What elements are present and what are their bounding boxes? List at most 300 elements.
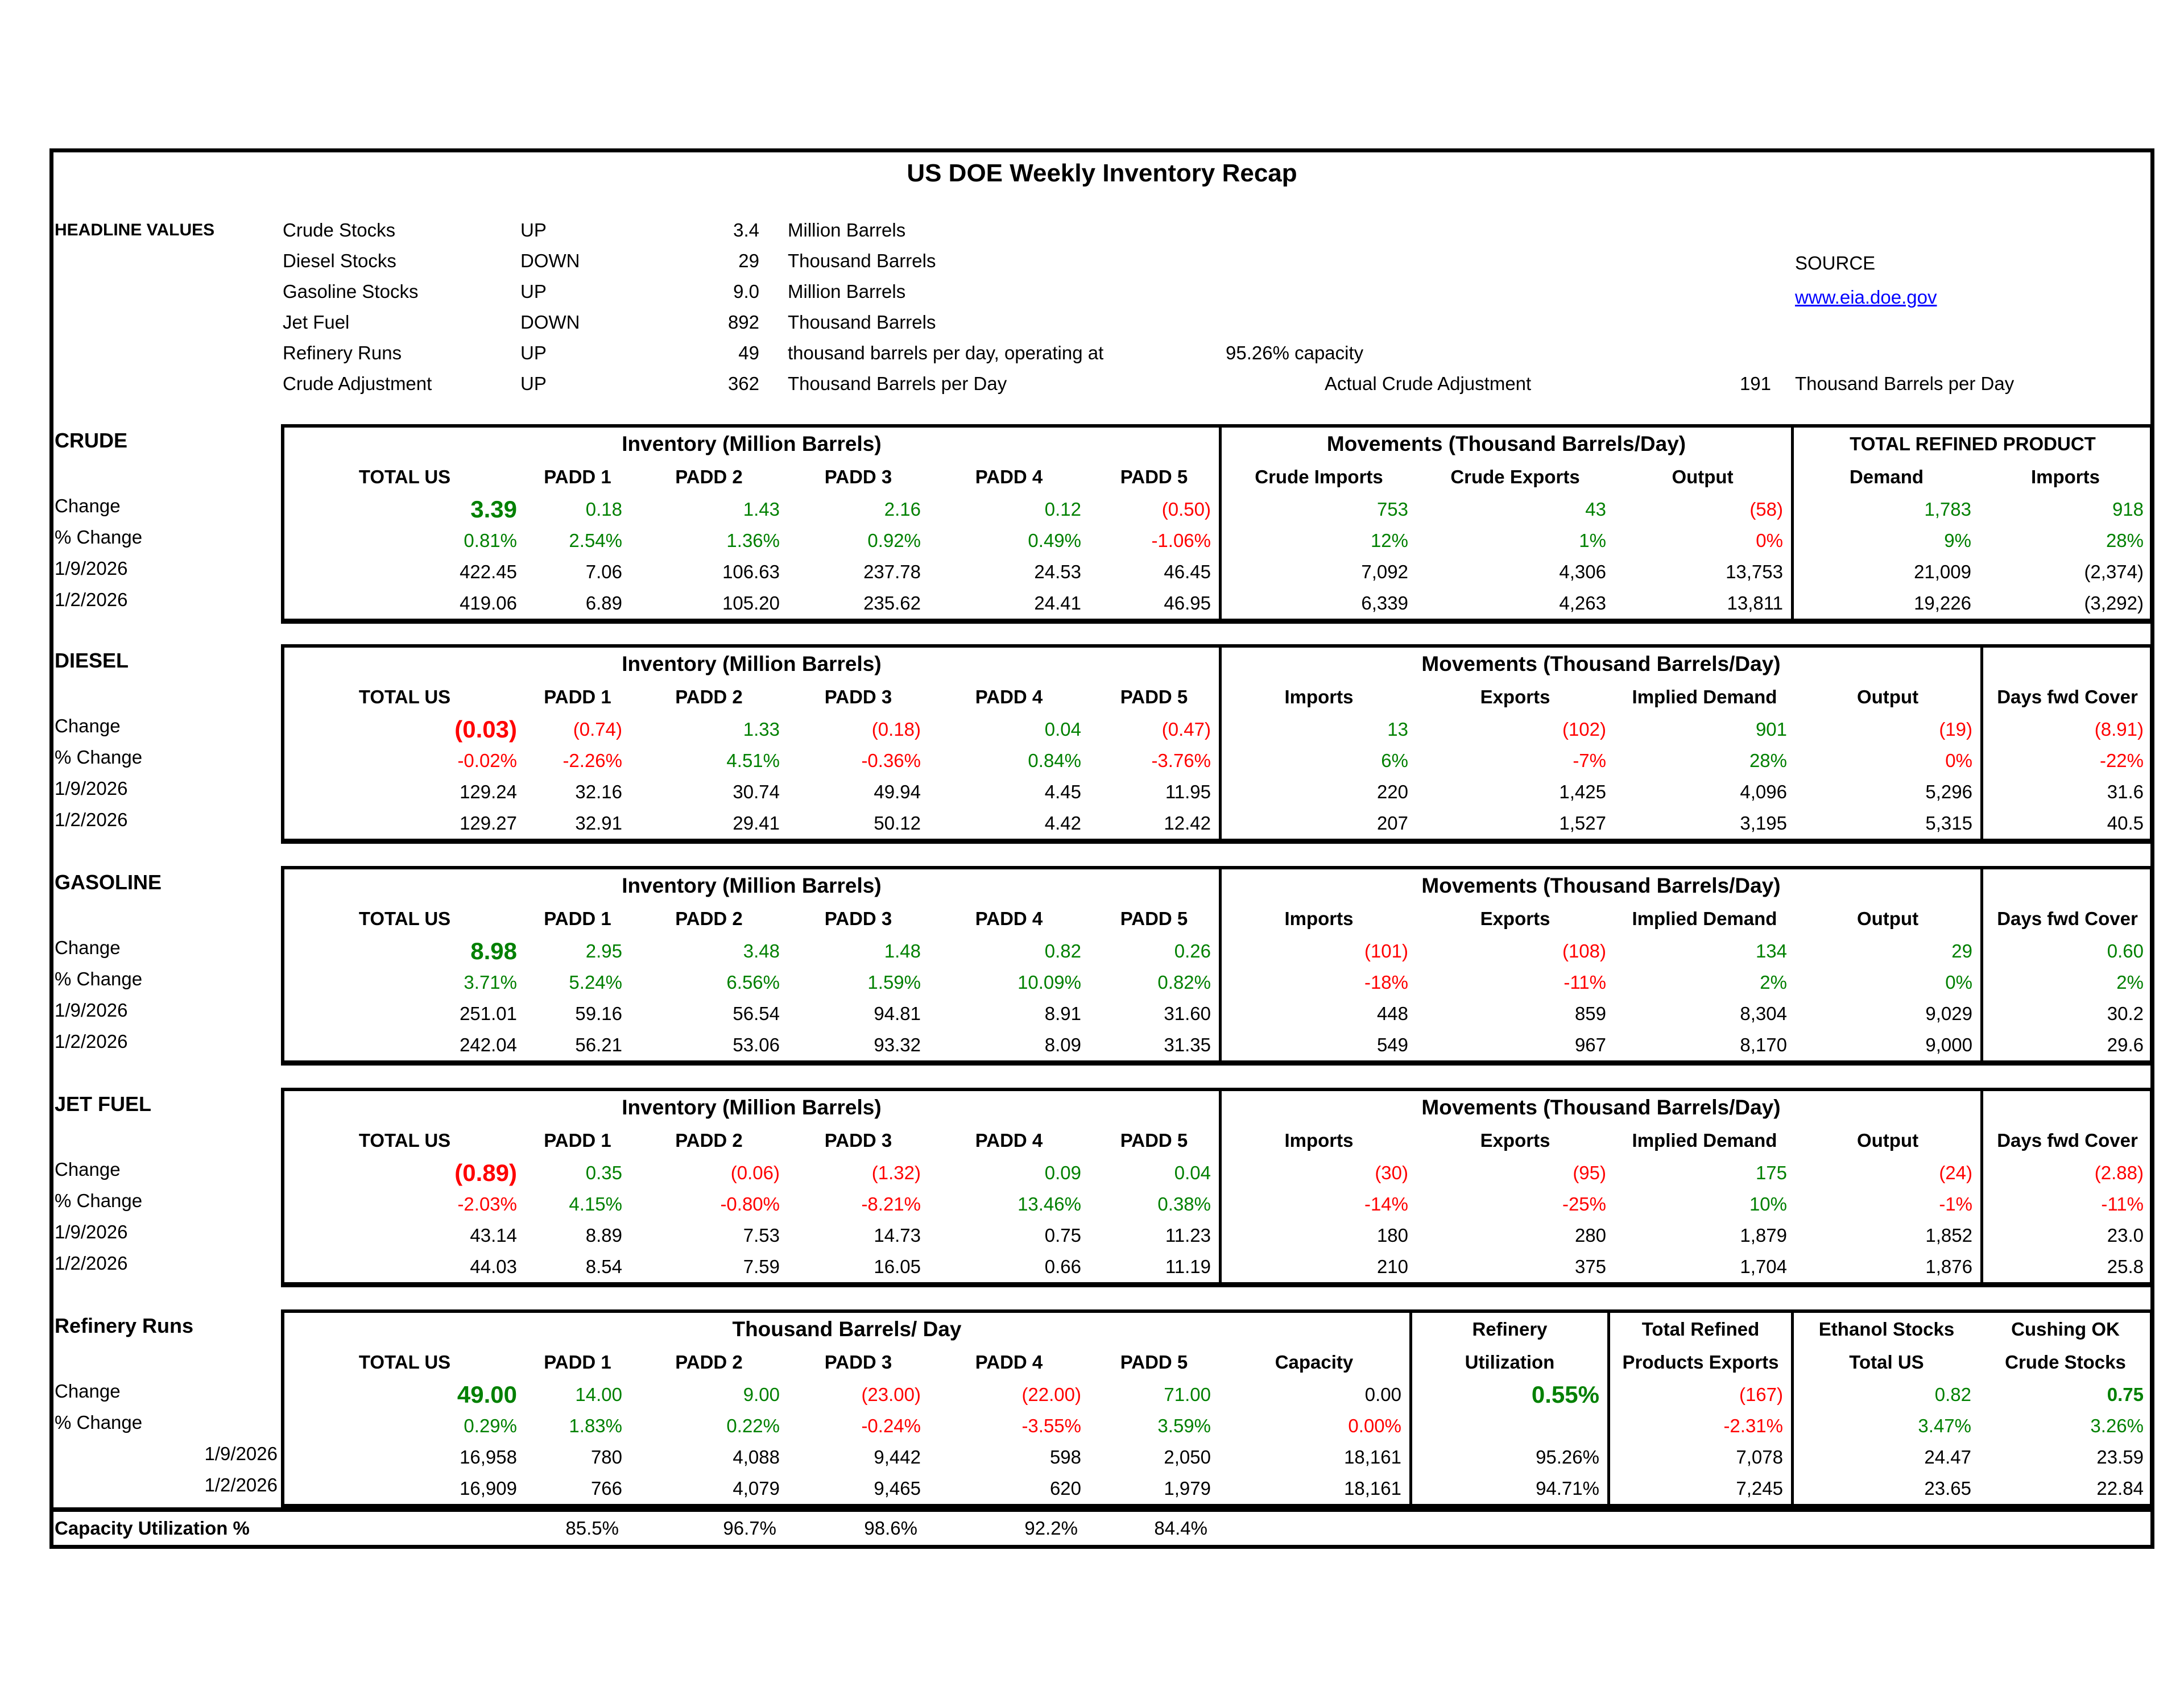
page-title: US DOE Weekly Inventory Recap xyxy=(907,159,1297,187)
value-cell: 106.63 xyxy=(722,561,780,582)
value-cell: -7% xyxy=(1573,750,1606,771)
value-cell: 4,079 xyxy=(733,1478,780,1499)
capacity-value-cell: 92.2% xyxy=(1024,1518,1078,1539)
column-header: TOTAL US xyxy=(358,908,451,929)
column-header: Imports xyxy=(1219,902,1416,935)
group-header: Ethanol Stocks xyxy=(1791,1313,1979,1346)
column-header: PADD 1 xyxy=(544,466,611,487)
value-cell: 13.46% xyxy=(1017,1193,1081,1215)
value-cell: 2% xyxy=(1980,967,2152,998)
value-cell: 29.41 xyxy=(733,813,780,834)
value-cell: 1,879 xyxy=(1740,1225,1787,1246)
value-cell: 0.22% xyxy=(726,1415,780,1436)
group-header xyxy=(1980,648,2152,681)
column-header: PADD 5 xyxy=(1120,908,1188,929)
value-cell: 0.35 xyxy=(585,1162,622,1183)
capacity-value-cell: 98.6% xyxy=(864,1518,917,1539)
value-cell: 4.45 xyxy=(1044,781,1081,802)
section-table xyxy=(281,1309,2153,1509)
value-cell: 1,783 xyxy=(1791,494,1979,525)
value-cell: 280 xyxy=(1574,1225,1606,1246)
value-cell: 0.75 xyxy=(2107,1384,2144,1405)
value-cell: 1.43 xyxy=(743,499,780,520)
headline-values-label: HEADLINE VALUES xyxy=(55,221,215,239)
row-label: Change xyxy=(55,937,121,958)
value-cell: 6.89 xyxy=(585,592,622,614)
value-cell: 8.98 xyxy=(470,938,517,964)
value-cell: 1.83% xyxy=(569,1415,622,1436)
value-cell: 50.12 xyxy=(874,813,921,834)
value-cell: (8.91) xyxy=(1980,714,2152,745)
value-cell: 14.00 xyxy=(575,1384,622,1405)
headline-unit: Thousand Barrels per Day xyxy=(788,373,1007,394)
value-cell: 4.15% xyxy=(569,1193,622,1215)
row-label: 1/9/2026 xyxy=(55,778,128,799)
column-header: Crude Imports xyxy=(1219,461,1416,494)
value-cell: 31.35 xyxy=(1164,1034,1211,1055)
value-cell: 8,304 xyxy=(1740,1003,1787,1024)
value-cell: 46.45 xyxy=(1164,561,1211,582)
column-header: Output xyxy=(1856,686,1919,707)
value-cell: -0.80% xyxy=(720,1193,780,1215)
headline-value: 892 xyxy=(727,312,759,333)
value-cell: 11.23 xyxy=(1165,1225,1211,1246)
row-label: Change xyxy=(55,715,121,736)
column-header: Exports xyxy=(1480,908,1550,929)
column-header: PADD 1 xyxy=(544,1130,611,1151)
headline-unit: Million Barrels xyxy=(788,281,906,302)
value-cell: -2.26% xyxy=(562,750,622,771)
value-cell: 31.6 xyxy=(1980,776,2152,807)
value-cell: 3.59% xyxy=(1157,1415,1211,1436)
source-link[interactable]: www.eia.doe.gov xyxy=(1795,287,1937,308)
value-cell: 7,078 xyxy=(1607,1441,1791,1473)
value-cell: 56.21 xyxy=(575,1034,622,1055)
value-cell: 4,088 xyxy=(733,1446,780,1468)
value-cell: 8,170 xyxy=(1740,1034,1787,1055)
value-cell: 18,161 xyxy=(1344,1446,1401,1468)
value-cell: (0.47) xyxy=(1161,719,1211,740)
value-cell: 71.00 xyxy=(1164,1384,1211,1405)
value-cell: 0.18 xyxy=(585,499,622,520)
column-header: Products Exports xyxy=(1607,1346,1791,1379)
value-cell: 43 xyxy=(1585,499,1606,520)
row-label: % Change xyxy=(55,1412,143,1433)
group-header: Inventory (Million Barrels) xyxy=(622,1096,882,1119)
row-label: Change xyxy=(55,1159,121,1180)
value-cell: 3.48 xyxy=(743,940,780,961)
group-header xyxy=(1980,1091,2152,1124)
value-cell: (0.74) xyxy=(573,719,622,740)
section-table xyxy=(281,1088,2153,1287)
value-cell: (0.89) xyxy=(454,1159,517,1186)
value-cell: 175 xyxy=(1755,1162,1787,1183)
value-cell: 4,306 xyxy=(1559,561,1606,582)
value-cell: (58) xyxy=(1749,499,1783,520)
row-label: % Change xyxy=(55,527,143,548)
group-header: Movements (Thousand Barrels/Day) xyxy=(1219,648,1980,681)
value-cell: 25.8 xyxy=(1980,1251,2152,1282)
value-cell: -11% xyxy=(1563,972,1606,993)
value-cell: 422.45 xyxy=(460,561,517,582)
value-cell: 6% xyxy=(1219,745,1416,776)
value-cell: 32.16 xyxy=(575,781,622,802)
value-cell: 40.5 xyxy=(1980,807,2152,839)
column-header: PADD 3 xyxy=(824,686,892,707)
value-cell: 0.12 xyxy=(1044,499,1081,520)
row-label: Change xyxy=(55,1381,121,1402)
value-cell: 0.04 xyxy=(1174,1162,1211,1183)
group-header: Inventory (Million Barrels) xyxy=(622,652,882,675)
value-cell: 129.27 xyxy=(460,813,517,834)
value-cell: 448 xyxy=(1219,998,1416,1029)
row-label: Change xyxy=(55,495,121,516)
headline-value: 3.4 xyxy=(733,219,759,241)
value-cell: 8.09 xyxy=(1044,1034,1081,1055)
column-header: TOTAL US xyxy=(358,1352,451,1373)
value-cell: 1,425 xyxy=(1559,781,1606,802)
group-header: Inventory (Million Barrels) xyxy=(622,874,882,897)
column-header: Output xyxy=(1856,1130,1919,1151)
group-header: Movements (Thousand Barrels/Day) xyxy=(1219,428,1791,461)
value-cell: -25% xyxy=(1562,1193,1606,1215)
value-cell: 1.33 xyxy=(743,719,780,740)
row-label: 1/2/2026 xyxy=(55,589,128,610)
column-header: Imports xyxy=(1219,1124,1416,1157)
capacity-utilization-values xyxy=(281,1514,2153,1543)
value-cell: (0.50) xyxy=(1161,499,1211,520)
column-header: Demand xyxy=(1791,461,1979,494)
value-cell: 3.39 xyxy=(470,496,517,523)
value-cell: 620 xyxy=(1049,1478,1081,1499)
value-cell: -0.24% xyxy=(861,1415,921,1436)
column-header: PADD 2 xyxy=(675,908,743,929)
row-label: 1/9/2026 xyxy=(55,558,128,579)
value-cell: 14.73 xyxy=(874,1225,921,1246)
value-cell: (101) xyxy=(1219,935,1416,967)
value-cell: 3.47% xyxy=(1791,1410,1979,1441)
value-cell: 6,339 xyxy=(1219,587,1416,619)
value-cell: 220 xyxy=(1219,776,1416,807)
column-header: Exports xyxy=(1480,1130,1550,1151)
section-table xyxy=(281,644,2153,844)
value-cell: 1.48 xyxy=(884,940,921,961)
value-cell: 8.89 xyxy=(585,1225,622,1246)
value-cell: -0.02% xyxy=(457,750,517,771)
value-cell: 30.2 xyxy=(1980,998,2152,1029)
value-cell: 251.01 xyxy=(460,1003,517,1024)
row-label: % Change xyxy=(55,747,143,768)
value-cell: 56.54 xyxy=(733,1003,780,1024)
value-cell: 12% xyxy=(1219,525,1416,556)
value-cell xyxy=(1409,1410,1607,1441)
value-cell: 31.60 xyxy=(1164,1003,1211,1024)
headline-value: 29 xyxy=(738,250,759,271)
value-cell: 0.75 xyxy=(1044,1225,1081,1246)
value-cell: 3.26% xyxy=(2090,1415,2144,1436)
section-name: JET FUEL xyxy=(55,1092,152,1116)
headline-direction: DOWN xyxy=(520,312,580,333)
value-cell: 1.59% xyxy=(867,972,921,993)
value-cell: 7,245 xyxy=(1607,1473,1791,1504)
value-cell: 29.6 xyxy=(1980,1029,2152,1060)
column-header: Implied Demand xyxy=(1632,1130,1777,1151)
column-header: PADD 4 xyxy=(975,466,1043,487)
column-header: PADD 3 xyxy=(824,466,892,487)
value-cell: 9.00 xyxy=(743,1384,780,1405)
value-cell: 10.09% xyxy=(1017,972,1081,993)
value-cell: 1,979 xyxy=(1164,1478,1211,1499)
column-header: PADD 1 xyxy=(544,1352,611,1373)
value-cell: 6.56% xyxy=(726,972,780,993)
value-cell: 8.54 xyxy=(585,1256,622,1277)
value-cell: 9% xyxy=(1791,525,1979,556)
value-cell: 0.82% xyxy=(1157,972,1211,993)
capacity-utilization-label: Capacity Utilization % xyxy=(55,1518,250,1539)
value-cell: 0.38% xyxy=(1157,1193,1211,1215)
value-cell: 3,195 xyxy=(1740,813,1787,834)
column-header: Imports xyxy=(1219,681,1416,714)
value-cell: -11% xyxy=(1980,1188,2152,1220)
value-cell: 918 xyxy=(2112,499,2144,520)
group-header: Total Refined xyxy=(1607,1313,1791,1346)
headline-unit: Thousand Barrels xyxy=(788,312,936,333)
headline-value: 49 xyxy=(738,342,759,363)
value-cell: 0% xyxy=(1945,750,1972,771)
value-cell: 7.53 xyxy=(743,1225,780,1246)
headline-item: Gasoline Stocks xyxy=(283,281,419,302)
value-cell: 0.09 xyxy=(1044,1162,1081,1183)
value-cell: 1% xyxy=(1579,530,1606,551)
headline-direction: UP xyxy=(520,281,547,302)
value-cell: 16,958 xyxy=(460,1446,517,1468)
column-header: Utilization xyxy=(1409,1346,1607,1379)
value-cell: 29 xyxy=(1951,940,1972,961)
column-header: PADD 3 xyxy=(824,1130,892,1151)
value-cell: 23.65 xyxy=(1791,1473,1979,1504)
value-cell: 5,296 xyxy=(1925,781,1972,802)
headline-value: 362 xyxy=(727,373,759,394)
column-header: PADD 2 xyxy=(675,1130,743,1151)
value-cell: 1,852 xyxy=(1925,1225,1972,1246)
headline-direction: DOWN xyxy=(520,250,580,271)
value-cell: 95.26% xyxy=(1409,1441,1607,1473)
section-table xyxy=(281,424,2153,624)
row-label: 1/2/2026 xyxy=(55,1031,128,1052)
value-cell: 11.19 xyxy=(1165,1256,1211,1277)
column-header: PADD 2 xyxy=(675,1352,743,1373)
value-cell: 549 xyxy=(1219,1029,1416,1060)
headline-value: 9.0 xyxy=(733,281,759,302)
column-header: Implied Demand xyxy=(1632,686,1777,707)
value-cell: (1.32) xyxy=(871,1162,921,1183)
headline-item: Diesel Stocks xyxy=(283,250,396,271)
value-cell: 9,029 xyxy=(1925,1003,1972,1024)
value-cell: 0.60 xyxy=(1980,935,2152,967)
column-header: TOTAL US xyxy=(358,466,451,487)
value-cell: 9,442 xyxy=(874,1446,921,1468)
column-header: PADD 1 xyxy=(544,686,611,707)
headline-unit: Million Barrels xyxy=(788,219,906,241)
column-header: Days fwd Cover xyxy=(1980,902,2152,935)
value-cell: -1.06% xyxy=(1151,530,1211,551)
headline-direction: UP xyxy=(520,373,547,394)
value-cell: 21,009 xyxy=(1791,556,1979,587)
headline-row xyxy=(53,215,2150,246)
capacity-value-cell xyxy=(281,1514,522,1543)
value-cell: 18,161 xyxy=(1344,1478,1401,1499)
value-cell: 2.54% xyxy=(569,530,622,551)
value-cell: 46.95 xyxy=(1164,592,1211,614)
group-header: Inventory (Million Barrels) xyxy=(622,432,882,455)
section-table xyxy=(281,866,2153,1066)
section-name: DIESEL xyxy=(55,649,129,672)
section-name: CRUDE xyxy=(55,429,128,452)
value-cell: 0.82 xyxy=(1791,1379,1979,1410)
value-cell: 32.91 xyxy=(575,813,622,834)
headline-item: Jet Fuel xyxy=(283,312,350,333)
value-cell: 235.62 xyxy=(863,592,921,614)
source-label: SOURCE xyxy=(1795,252,1876,273)
value-cell: 94.71% xyxy=(1409,1473,1607,1504)
capacity-value-cell xyxy=(1604,1514,1788,1543)
value-cell: (167) xyxy=(1607,1379,1791,1410)
value-cell: 10% xyxy=(1749,1193,1787,1215)
column-header: PADD 4 xyxy=(975,686,1043,707)
headline-unit: thousand barrels per day, operating at xyxy=(788,342,1104,363)
value-cell: 419.06 xyxy=(460,592,517,614)
value-cell: 4,263 xyxy=(1559,592,1606,614)
value-cell: 59.16 xyxy=(575,1003,622,1024)
group-header xyxy=(1980,869,2152,902)
value-cell: -8.21% xyxy=(861,1193,921,1215)
value-cell: 49.94 xyxy=(874,781,921,802)
value-cell: 13,753 xyxy=(1726,561,1783,582)
value-cell: 19,226 xyxy=(1791,587,1979,619)
column-header: PADD 4 xyxy=(975,1352,1043,1373)
value-cell: 967 xyxy=(1574,1034,1606,1055)
value-cell: 49.00 xyxy=(457,1381,517,1408)
value-cell: 207 xyxy=(1219,807,1416,839)
column-header: Output xyxy=(1856,908,1919,929)
value-cell: 180 xyxy=(1219,1220,1416,1251)
value-cell: 598 xyxy=(1049,1446,1081,1468)
value-cell: 23.0 xyxy=(1980,1220,2152,1251)
value-cell: 7.59 xyxy=(743,1256,780,1277)
value-cell: 1,704 xyxy=(1740,1256,1787,1277)
value-cell: -3.76% xyxy=(1151,750,1211,771)
value-cell: 242.04 xyxy=(460,1034,517,1055)
value-cell: -22% xyxy=(1980,745,2152,776)
headline-unit: Thousand Barrels xyxy=(788,250,936,271)
capacity-value-cell xyxy=(1215,1514,1406,1543)
value-cell: -14% xyxy=(1219,1188,1416,1220)
column-header: PADD 5 xyxy=(1120,1130,1188,1151)
capacity-value-cell xyxy=(1788,1514,1976,1543)
group-header: Refinery xyxy=(1409,1313,1607,1346)
value-cell: 44.03 xyxy=(470,1256,517,1277)
value-cell: (0.06) xyxy=(730,1162,780,1183)
row-label: 1/9/2026 xyxy=(204,1443,278,1464)
value-cell: 23.59 xyxy=(2096,1446,2144,1468)
value-cell: 30.74 xyxy=(733,781,780,802)
value-cell: -3.55% xyxy=(1021,1415,1081,1436)
value-cell: 2% xyxy=(1760,972,1787,993)
row-label: 1/2/2026 xyxy=(55,1253,128,1274)
column-header: PADD 3 xyxy=(824,1352,892,1373)
value-cell: 5,315 xyxy=(1925,813,1972,834)
value-cell: 5.24% xyxy=(569,972,622,993)
headline-row xyxy=(53,338,2150,368)
value-cell: -0.36% xyxy=(861,750,921,771)
headline-item: Refinery Runs xyxy=(283,342,402,363)
value-cell: 7,092 xyxy=(1219,556,1416,587)
value-cell: 53.06 xyxy=(733,1034,780,1055)
value-cell: -18% xyxy=(1219,967,1416,998)
value-cell: 0.04 xyxy=(1044,719,1081,740)
value-cell: 28% xyxy=(1749,750,1787,771)
value-cell: 1.36% xyxy=(726,530,780,551)
value-cell: 4.42 xyxy=(1044,813,1081,834)
value-cell: 4.51% xyxy=(726,750,780,771)
value-cell: 0% xyxy=(1945,972,1972,993)
column-header: TOTAL US xyxy=(358,1130,451,1151)
headline-direction: UP xyxy=(520,342,547,363)
value-cell: 28% xyxy=(2106,530,2144,551)
row-label: 1/9/2026 xyxy=(55,1221,128,1242)
value-cell: 12.42 xyxy=(1164,813,1211,834)
column-header: Output xyxy=(1672,466,1734,487)
column-header: PADD 1 xyxy=(544,908,611,929)
column-header: PADD 3 xyxy=(824,908,892,929)
value-cell: 780 xyxy=(590,1446,622,1468)
column-header: TOTAL US xyxy=(358,686,451,707)
column-header: Exports xyxy=(1480,686,1550,707)
section-name: Refinery Runs xyxy=(55,1314,194,1337)
column-header: PADD 4 xyxy=(975,1130,1043,1151)
value-cell: 9,000 xyxy=(1925,1034,1972,1055)
column-header: PADD 5 xyxy=(1120,686,1188,707)
value-cell: 8.91 xyxy=(1044,1003,1081,1024)
column-header: Imports xyxy=(2030,466,2100,487)
column-header: Implied Demand xyxy=(1632,908,1777,929)
row-label: 1/9/2026 xyxy=(55,1000,128,1021)
value-cell: 0.82 xyxy=(1044,940,1081,961)
value-cell: 16.05 xyxy=(874,1256,921,1277)
value-cell: 0% xyxy=(1756,530,1783,551)
value-cell: (22.00) xyxy=(1021,1384,1081,1405)
value-cell: 13,811 xyxy=(1727,592,1783,614)
capacity-value-cell: 96.7% xyxy=(723,1518,776,1539)
value-cell: 1,527 xyxy=(1559,813,1606,834)
headline-extra-unit: Thousand Barrels per Day xyxy=(1795,373,2015,394)
value-cell: 0.29% xyxy=(464,1415,517,1436)
value-cell: 859 xyxy=(1574,1003,1606,1024)
value-cell: -2.31% xyxy=(1607,1410,1791,1441)
group-header: Movements (Thousand Barrels/Day) xyxy=(1219,1091,1980,1124)
column-header: PADD 2 xyxy=(675,686,743,707)
value-cell: 134 xyxy=(1755,940,1787,961)
report-page xyxy=(49,148,2154,1549)
value-cell: 93.32 xyxy=(874,1034,921,1055)
value-cell: 3.71% xyxy=(464,972,517,993)
group-header: Movements (Thousand Barrels/Day) xyxy=(1219,869,1980,902)
value-cell: 0.26 xyxy=(1174,940,1211,961)
section-name: GASOLINE xyxy=(55,871,162,894)
headline-row xyxy=(53,368,2150,399)
value-cell: 24.47 xyxy=(1791,1441,1979,1473)
value-cell: 0.49% xyxy=(1028,530,1081,551)
